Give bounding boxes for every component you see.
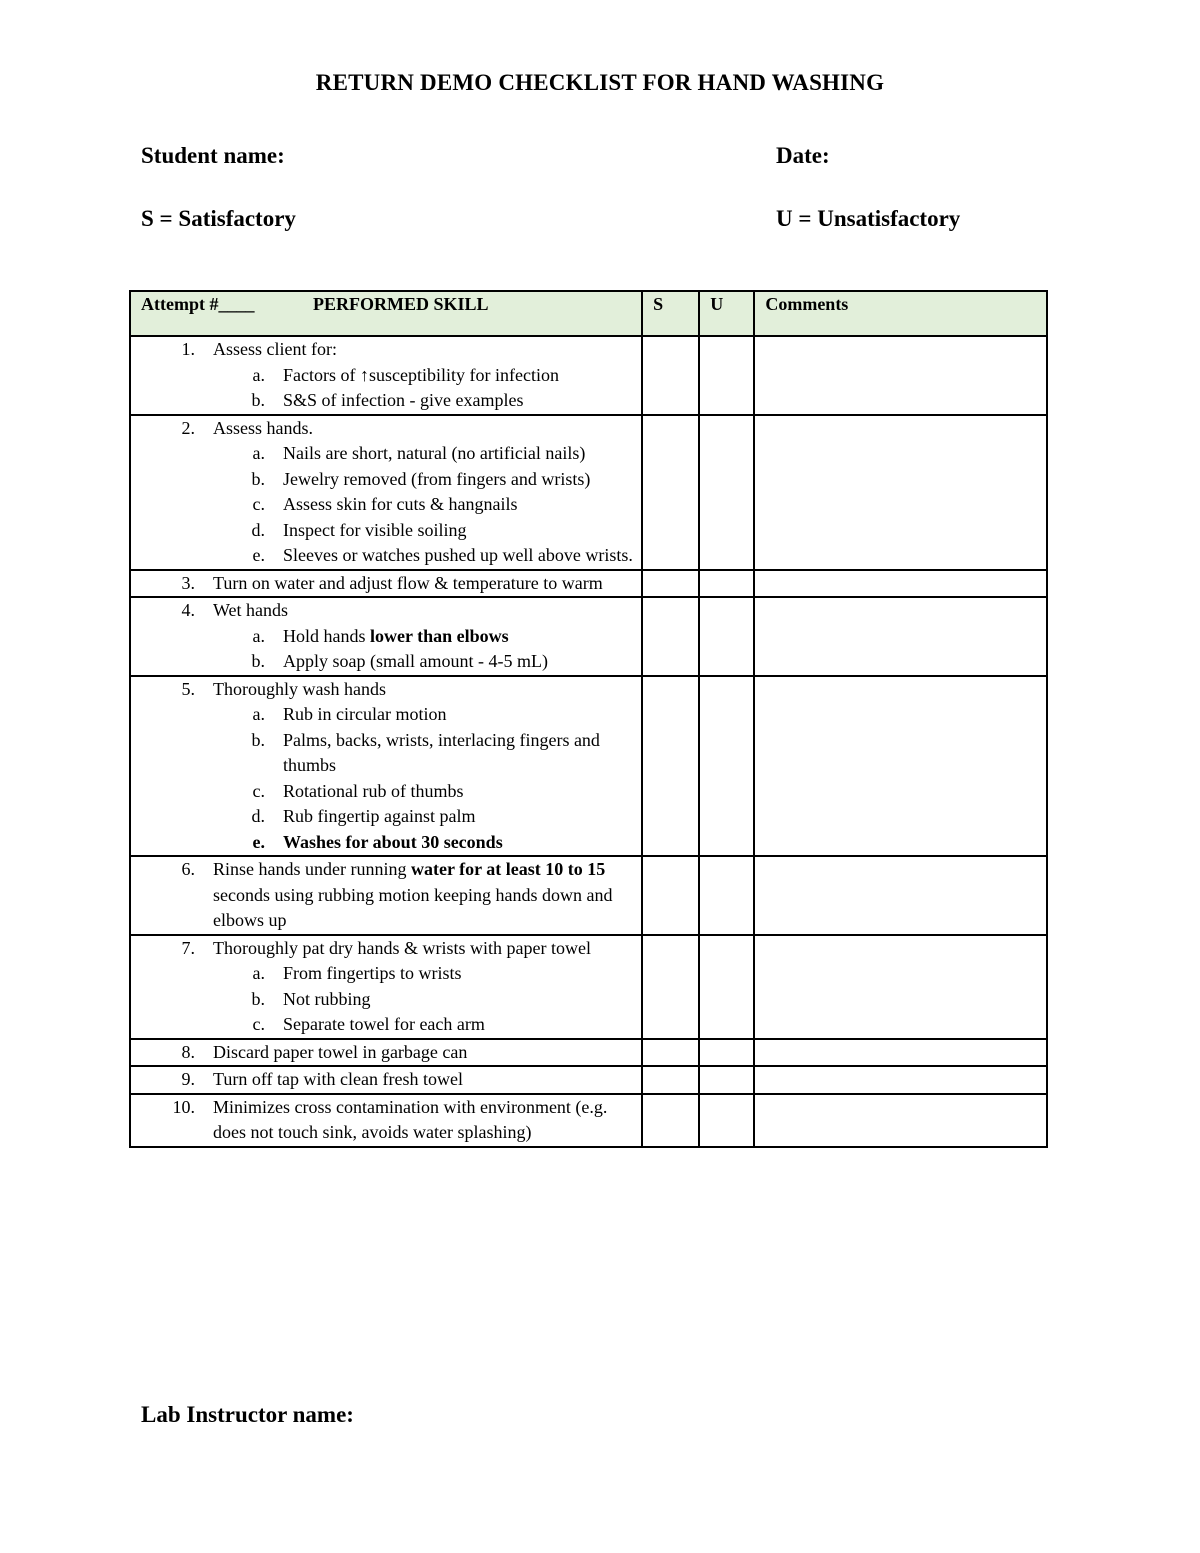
sub-item xyxy=(131,388,635,414)
step-number: 9. xyxy=(181,1069,195,1089)
step-number: 1. xyxy=(181,339,195,359)
sub-item xyxy=(131,441,635,467)
skill-cell xyxy=(130,676,642,857)
table-header-row xyxy=(130,291,1047,336)
step-text: Assess client for: xyxy=(213,339,337,359)
u-cell[interactable] xyxy=(699,1039,754,1067)
sub-item-text: Inspect for visible soiling xyxy=(283,519,467,540)
comments-header: Comments xyxy=(754,291,1047,336)
sub-item-text: Rotational rub of thumbs xyxy=(283,780,464,801)
u-cell[interactable] xyxy=(699,676,754,857)
u-cell[interactable] xyxy=(699,570,754,598)
sub-item-text-part: Hold hands xyxy=(283,625,370,646)
step-text-bold: water for at least 10 to 15 xyxy=(410,859,606,879)
sub-item-letter: a. xyxy=(252,443,265,463)
comments-cell[interactable] xyxy=(754,570,1047,598)
sub-item-letter: a. xyxy=(252,704,265,724)
s-cell[interactable] xyxy=(642,1094,699,1147)
sub-item-letter: d. xyxy=(251,806,265,826)
sub-item xyxy=(131,492,635,518)
sub-item xyxy=(131,961,635,987)
step-number: 10. xyxy=(172,1096,195,1117)
performed-skill-label: PERFORMED SKILL xyxy=(313,294,489,314)
comments-cell[interactable] xyxy=(754,415,1047,570)
u-cell[interactable] xyxy=(699,597,754,676)
sub-item-letter: b. xyxy=(251,390,265,410)
table-row xyxy=(130,676,1047,857)
sub-item xyxy=(131,1012,635,1038)
table-row xyxy=(130,1039,1047,1067)
lab-instructor-label: Lab Instructor name: xyxy=(141,1402,354,1427)
sub-item xyxy=(131,987,635,1013)
sub-item-text xyxy=(283,830,635,856)
sub-item-letter: d. xyxy=(251,519,265,540)
sub-item xyxy=(131,543,635,569)
s-cell[interactable] xyxy=(642,935,699,1039)
u-cell[interactable] xyxy=(699,856,754,935)
skill-cell xyxy=(130,597,642,676)
sub-item-text: Assess skin for cuts & hangnails xyxy=(283,494,518,514)
sub-item-text: S&S of infection - give examples xyxy=(283,390,524,410)
sub-item-text: Jewelry removed (from fingers and wrists) xyxy=(283,468,591,489)
attempt-label: Attempt #____ xyxy=(141,294,255,314)
table-row xyxy=(130,856,1047,935)
comments-cell[interactable] xyxy=(754,676,1047,857)
step-text: Thoroughly pat dry hands & wrists with paper towel xyxy=(213,937,591,958)
sub-item xyxy=(131,363,635,389)
step-number: 3. xyxy=(181,572,195,593)
u-cell[interactable] xyxy=(699,935,754,1039)
step-text: Thoroughly wash hands xyxy=(213,678,386,699)
sub-item-text: From fingertips to wrists xyxy=(283,963,462,983)
step-text: Wet hands xyxy=(213,600,289,620)
table-row xyxy=(130,1094,1047,1147)
skill-cell xyxy=(130,336,642,415)
step-number: 7. xyxy=(181,937,195,958)
sub-item-letter: c. xyxy=(252,780,265,801)
sub-item xyxy=(131,804,635,830)
sub-item xyxy=(131,649,635,675)
s-cell[interactable] xyxy=(642,597,699,676)
sub-item-letter: b. xyxy=(251,988,265,1009)
comments-cell[interactable] xyxy=(754,1066,1047,1094)
sub-item-letter: a. xyxy=(252,963,265,983)
sub-item xyxy=(131,728,635,779)
s-cell[interactable] xyxy=(642,570,699,598)
s-cell[interactable] xyxy=(642,1066,699,1094)
step-text: Minimizes cross contamination with environment (e.g. does not touch sink, avoids water splashing) xyxy=(213,1096,608,1142)
u-cell[interactable] xyxy=(699,415,754,570)
table-row xyxy=(130,336,1047,415)
page-title: RETURN DEMO CHECKLIST FOR HAND WASHING xyxy=(315,70,885,95)
skill-cell xyxy=(130,415,642,570)
step-number: 6. xyxy=(181,859,195,879)
sub-item-text: Nails are short, natural (no artificial nails) xyxy=(283,443,586,463)
sub-item-text: Rub fingertip against palm xyxy=(283,806,476,826)
s-cell[interactable] xyxy=(642,1039,699,1067)
date-label: Date: xyxy=(776,143,830,168)
sub-item-letter: e. xyxy=(252,831,265,852)
step-number: 5. xyxy=(181,678,195,699)
skill-cell xyxy=(130,1039,642,1067)
u-header: U xyxy=(699,291,754,336)
sub-item-letter: b. xyxy=(251,468,265,489)
sub-item-text: Separate towel for each arm xyxy=(283,1014,485,1034)
skill-cell xyxy=(130,1066,642,1094)
sub-item-text: Apply soap (small amount - 4-5 mL) xyxy=(283,651,548,671)
u-cell[interactable] xyxy=(699,336,754,415)
sub-item-letter: e. xyxy=(252,545,265,565)
sub-item-text: Sleeves or watches pushed up well above wrists. xyxy=(283,545,633,565)
sub-item-text: Factors of ↑susceptibility for infection xyxy=(283,364,559,385)
checklist-table xyxy=(129,290,1048,1148)
u-cell[interactable] xyxy=(699,1066,754,1094)
sub-item xyxy=(131,779,635,805)
s-cell[interactable] xyxy=(642,336,699,415)
sub-item-text: Palms, backs, wrists, interlacing fingers and thumbs xyxy=(283,729,600,775)
step-text: Turn on water and adjust flow & temperature to warm xyxy=(213,572,603,593)
step-text: Assess hands. xyxy=(213,417,314,438)
sub-item-letter: b. xyxy=(251,651,265,671)
u-cell[interactable] xyxy=(699,1094,754,1147)
skill-cell xyxy=(130,856,642,935)
comments-cell[interactable] xyxy=(754,856,1047,935)
comments-cell[interactable] xyxy=(754,336,1047,415)
step-number: 2. xyxy=(181,417,195,438)
step-text: Turn off tap with clean fresh towel xyxy=(213,1069,463,1089)
sub-item-text: Not rubbing xyxy=(283,988,371,1009)
sub-item-letter: c. xyxy=(252,1014,265,1034)
s-cell[interactable] xyxy=(642,856,699,935)
step-number: 8. xyxy=(181,1041,195,1062)
step-text-part: Rinse hands under running xyxy=(213,859,411,879)
sub-item xyxy=(131,702,635,728)
table-row xyxy=(130,597,1047,676)
sub-item-letter: b. xyxy=(251,729,265,750)
step-text xyxy=(213,857,635,934)
sub-item xyxy=(131,624,635,650)
unsatisfactory-legend: U = Unsatisfactory xyxy=(776,206,961,231)
sub-item-letter: a. xyxy=(252,364,265,385)
skill-cell xyxy=(130,1094,642,1147)
table-row xyxy=(130,415,1047,570)
s-cell[interactable] xyxy=(642,415,699,570)
comments-cell[interactable] xyxy=(754,1039,1047,1067)
s-header: S xyxy=(642,291,699,336)
sub-item xyxy=(131,518,635,544)
sub-item-text-bold: Washes for about 30 seconds xyxy=(283,831,503,852)
sub-item-letter: a. xyxy=(252,625,265,646)
step-text-part: seconds using rubbing motion keeping hands down and elbows up xyxy=(213,884,613,930)
s-cell[interactable] xyxy=(642,676,699,857)
sub-item xyxy=(131,830,635,856)
step-text: Discard paper towel in garbage can xyxy=(213,1041,468,1062)
comments-cell[interactable] xyxy=(754,1094,1047,1147)
sub-item xyxy=(131,467,635,493)
table-row xyxy=(130,1066,1047,1094)
comments-cell[interactable] xyxy=(754,935,1047,1039)
comments-cell[interactable] xyxy=(754,597,1047,676)
student-name-label: Student name: xyxy=(141,143,285,168)
sub-item-text-bold: lower than elbows xyxy=(370,625,509,646)
step-number: 4. xyxy=(181,600,195,620)
satisfactory-legend: S = Satisfactory xyxy=(141,206,296,231)
sub-item-letter: c. xyxy=(252,494,265,514)
skill-cell xyxy=(130,570,642,598)
skill-cell xyxy=(130,935,642,1039)
sub-item-text: Rub in circular motion xyxy=(283,704,447,724)
table-row xyxy=(130,935,1047,1039)
table-row xyxy=(130,570,1047,598)
skill-header xyxy=(130,291,642,336)
sub-item-text xyxy=(283,624,635,650)
